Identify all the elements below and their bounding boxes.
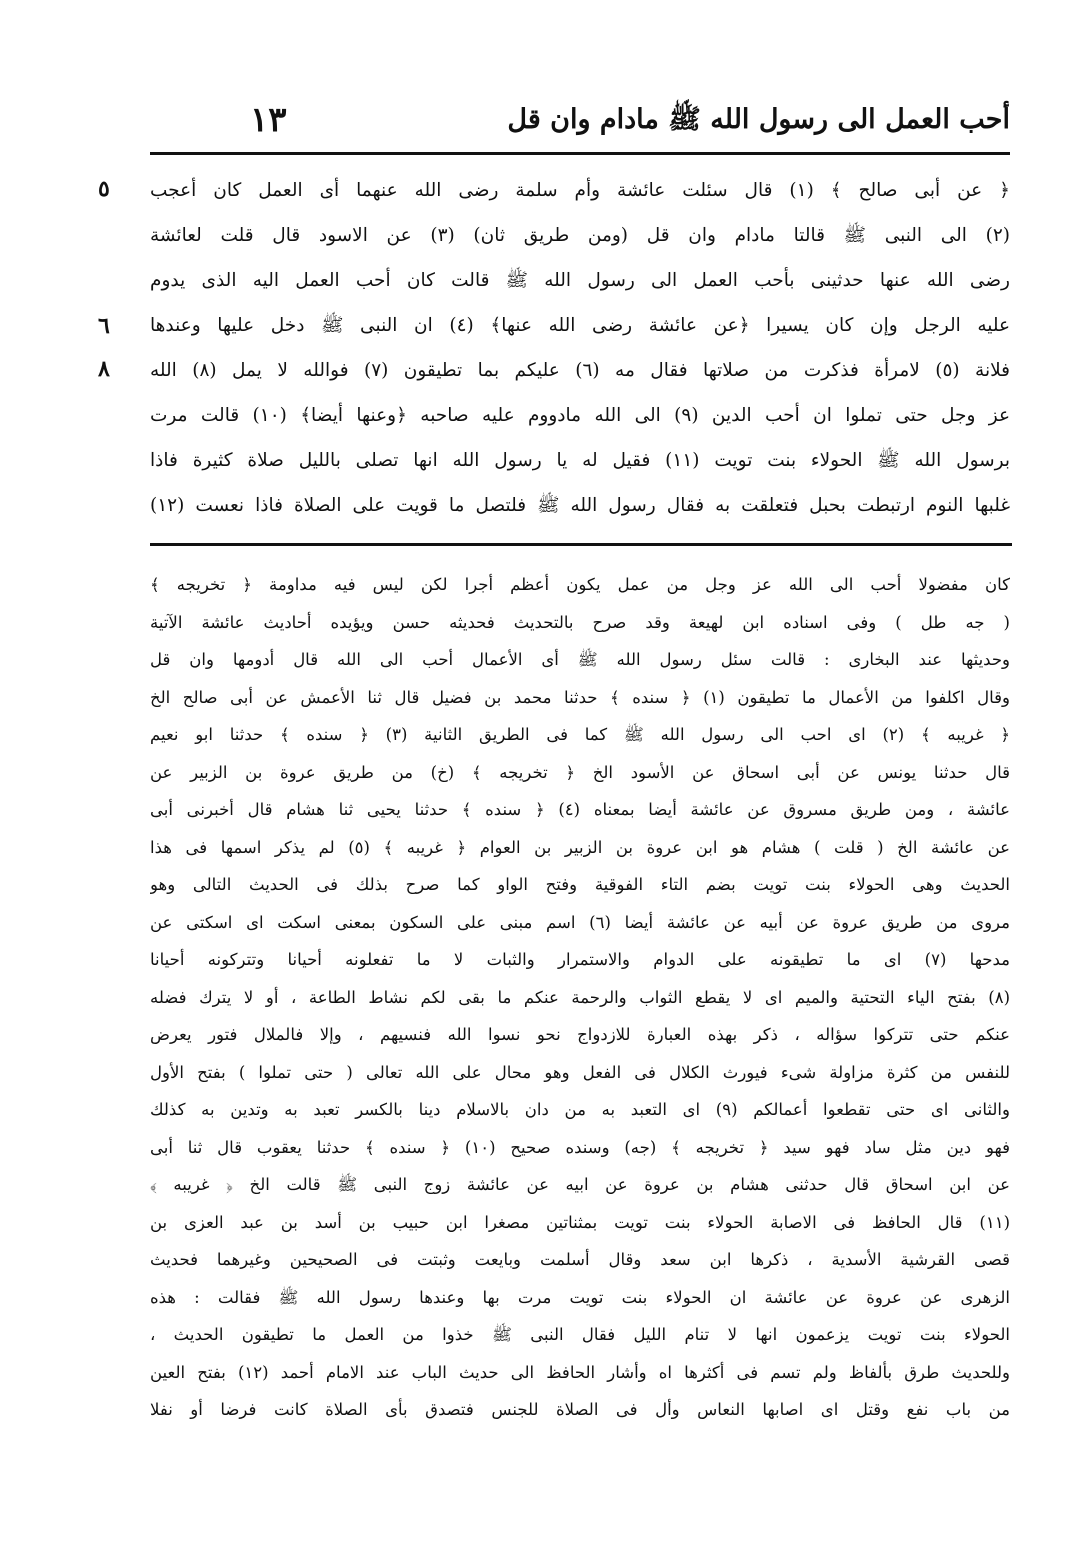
commentary-line: عنكم حتى تتركوا سؤاله ، ذكر بهذه العبارة للازدواج نحو نسوا الله فنسيهم ، وإلا فالملال فتور يعرض bbox=[150, 1025, 1010, 1044]
commentary-text bbox=[150, 566, 1010, 1429]
page-header bbox=[150, 94, 1010, 144]
commentary-line: الزهرى عن عروة عن عائشة ان الحولاء بنت تويت مرت بها وعندها رسول الله ﷺ فقالت : هذه bbox=[150, 1287, 1010, 1307]
commentary-line: وحديثها عند البخارى : قالت سئل رسول الله ﷺ أى الأعمال أحب الى الله قال أدومها وان قل bbox=[150, 650, 1010, 669]
commentary-line: قال حدثنا يونس عن أبى اسحاق عن الأسود الخ ﴿ تخريجه ﴾ (خ) من طريق عروة بن الزبير عن bbox=[150, 762, 1010, 782]
commentary-line: عن ابن اسحاق قال حدثنى هشام بن عروة عن ابيه عن عائشة زوج النبى ﷺ قالت الخ ﴿ غريبه ﴾ bbox=[150, 1175, 1010, 1194]
commentary-line: (١١) قال الحافظ فى الاصابة الحولاء بنت تويت بمثناتين مصغرا ابن حبيب بن أسد بن عبد العزى بن bbox=[150, 1212, 1010, 1232]
page-number: ١٣ bbox=[250, 100, 287, 140]
commentary-line: كان مفضولا أحب الى الله عز وجل من عمل يكون أعظم أجرا لكن ليس فيه مداومة ﴿ تخريجه ﴾ bbox=[150, 575, 1010, 594]
commentary-line: ( جه طل ) وفى اسناده ابن لهيعة وقد صرح بالتحديث فحديثه حسن ويؤيده أحاديث عائشة الآتية bbox=[150, 612, 1010, 632]
margin-number: ٨ bbox=[98, 356, 110, 382]
commentary-line: الحولاء بنت تويت يزعمون انها لا تنام الليل فقال النبى ﷺ خذوا من العمل ما تطيقون الحديث ، bbox=[150, 1325, 1010, 1344]
commentary-line: وقال اكلفوا من الأعمال ما تطيقون (١) ﴿ سنده ﴾ حدثنا محمد بن فضيل قال ثنا الأعمش عن أبى صالح الخ bbox=[150, 687, 1010, 707]
text-line: فلانة (٥) لامرأة فذكرت من صلاتها فقال مه (٦) عليكم بما تطيقون (٧) فوالله لا يمل (٨) الله bbox=[150, 360, 1010, 381]
footnote-rule bbox=[150, 543, 1012, 546]
commentary-line: مروى من طريق عروة عن أبيه عن عائشة أيضا (٦) اسم مبنى على السكون بمعنى اسكت اى اسكتى عن bbox=[150, 912, 1010, 932]
text-line: (٢) الى النبى ﷺ قالتا مادام وان قل (ومن طريق ثان) (٣) عن الاسود قال قلت لعائشة bbox=[150, 225, 1010, 246]
commentary-line: فهو دين مثل ساد فهو سيد ﴿ تخريجه ﴾ (جه) وسنده صحيح (١٠) ﴿ سنده ﴾ حدثنا يعقوب قال ثنا أبى bbox=[150, 1137, 1010, 1157]
margin-number: ٥ bbox=[98, 176, 110, 202]
commentary-line: عائشة ، ومن طريق مسروق عن عائشة أيضا بمعناه (٤) ﴿ سنده ﴾ حدثنا يحيى ثنا هشام قال أخبرنى أبى bbox=[150, 800, 1010, 819]
margin-number: ٦ bbox=[98, 313, 110, 339]
commentary-line: (٨) بفتح الياء التحتية والميم اى لا يقطع الثواب والرحمة عنكم ما بقى لكم نشاط الطاعة ، أو لا يترك فضله bbox=[150, 987, 1010, 1007]
commentary-line: مدحها (٧) اى ما تطيقونه على الدوام والاستمرار والثبات لا ما تفعلونه أحيانا وتتركونه أحيانا bbox=[150, 950, 1010, 969]
commentary-line: عن عائشة الخ ( قلت ) هشام هو ابن عروة بن الزبير بن العوام ﴿ غريبه ﴾ (٥) لم يذكر اسمها فى هذا bbox=[150, 837, 1010, 857]
commentary-line: للنفس من كثرة مزاولة شىء فيورث الكلال فى الفعل وهو محال على الله تعالى ( حتى تملوا ) بفتح الأول bbox=[150, 1062, 1010, 1082]
header-rule bbox=[150, 152, 1010, 155]
hadith-text bbox=[150, 168, 1010, 528]
text-line: عليه الرجل وإن كان يسيرا ﴿عن عائشة رضى الله عنها﴾ (٤) ان النبى ﷺ دخل عليها وعندها bbox=[150, 315, 1010, 336]
text-line: رضى الله عنها حدثينى بأحب العمل الى رسول الله ﷺ قالت كان أحب العمل اليه الذى يدوم bbox=[150, 270, 1010, 291]
text-line: غلبها النوم ارتبطت بحبل فتعلقت به فقال رسول الله ﷺ فلتصل ما قويت على الصلاة فاذا نعست (١٢) bbox=[150, 495, 1010, 516]
commentary-line: الحديث وهى الحولاء بنت تويت بضم التاء الفوقية وفتح الواو كما صرح بذلك فى الحديث التالى وهو bbox=[150, 875, 1010, 894]
running-title: أحب العمل الى رسول الله ﷺ مادام وان قل bbox=[507, 104, 1010, 135]
commentary-line: من باب نفع وقتل اى اصابها النعاس وأل فى الصلاة للجنس فتصدق بأى الصلاة كانت فرضا أو نفلا bbox=[150, 1400, 1010, 1419]
text-line: برسول الله ﷺ الحولاء بنت تويت (١١) فقيل له يا رسول الله انها تصلى بالليل صلاة كثيرة فاذا bbox=[150, 450, 1010, 471]
text-line: عز وجل حتى تملوا ان أحب الدين (٩) الى الله مادووم عليه صاحبه ﴿وعنها أيضا﴾ (١٠) قالت مرت bbox=[150, 405, 1010, 426]
commentary-line: والثانى اى حتى تقطعوا أعمالكم (٩) اى التعبد به من دان بالاسلام دينا بالكسر تعبد به وتدين به كذلك bbox=[150, 1100, 1010, 1119]
commentary-line: وللحديث طرق بألفاظ ولم تسم فى أكثرها اه وأشار الحافظ الى حديث الباب عند الامام أحمد (١٢) بفتح العين bbox=[150, 1362, 1010, 1382]
commentary-line: ﴿ غريبه ﴾ (٢) اى احب الى رسول الله ﷺ كما فى الطريق الثانية (٣) ﴿ سنده ﴾ حدثنا ابو نعيم bbox=[150, 725, 1010, 744]
commentary-line: قصى القرشية الأسدية ، ذكرها ابن سعد وقال أسلمت وبايعت وثبتت فى الصحيحين وغيرهما فحديث bbox=[150, 1250, 1010, 1269]
text-line: ﴿ عن أبى صالح ﴾ (١) قال سئلت عائشة وأم سلمة رضى الله عنهما أى العمل كان أعجب bbox=[150, 180, 1010, 201]
